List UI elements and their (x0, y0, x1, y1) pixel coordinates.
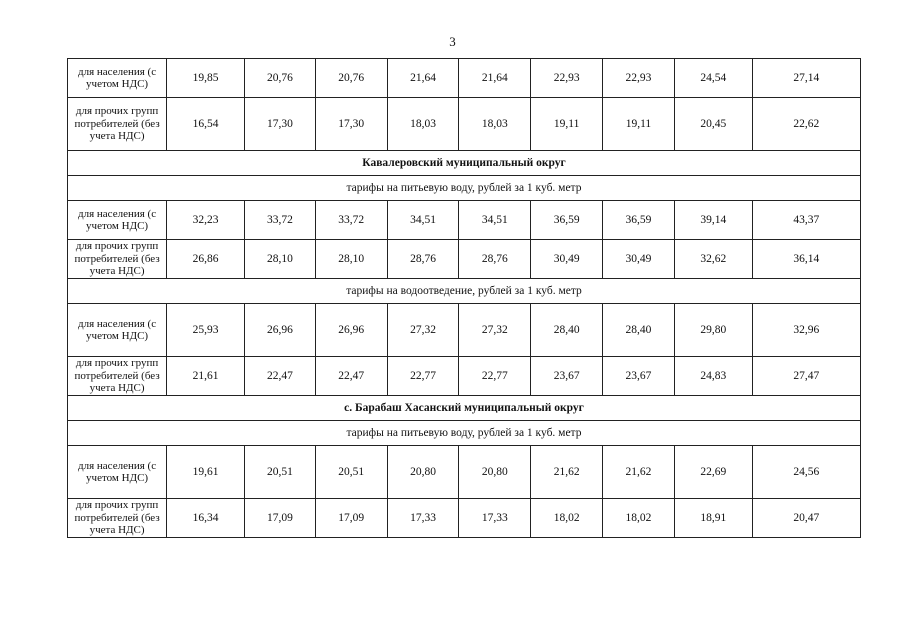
tariff-value-cell: 22,77 (387, 357, 459, 396)
tariff-value-cell: 32,96 (752, 304, 860, 357)
tariff-value-cell: 20,80 (459, 446, 531, 499)
tariff-value-cell: 18,03 (387, 98, 459, 151)
tariff-value-cell: 32,23 (167, 201, 245, 240)
tariff-value-cell: 16,34 (167, 499, 245, 538)
tariff-value-cell: 20,76 (245, 59, 316, 98)
tariff-value-cell: 19,85 (167, 59, 245, 98)
consumer-group-label: для прочих групп потребителей (без учета НДС) (68, 357, 167, 396)
tariff-value-cell: 29,80 (674, 304, 752, 357)
tariff-value-cell: 28,76 (387, 240, 459, 279)
tariff-value-cell: 20,47 (752, 499, 860, 538)
tariff-value-cell: 18,02 (531, 499, 603, 538)
tariff-value-cell: 19,11 (603, 98, 675, 151)
tariff-value-cell: 39,14 (674, 201, 752, 240)
table-row (68, 304, 861, 357)
tariff-value-cell: 17,09 (245, 499, 316, 538)
tariff-value-cell: 21,64 (387, 59, 459, 98)
table-row (68, 240, 861, 279)
tariff-value-cell: 20,51 (245, 446, 316, 499)
tariff-value-cell: 26,86 (167, 240, 245, 279)
tariff-value-cell: 30,49 (603, 240, 675, 279)
tariff-value-cell: 23,67 (603, 357, 675, 396)
consumer-group-label: для населения (с учетом НДС) (68, 201, 167, 240)
page-number: 3 (449, 34, 456, 49)
tariff-value-cell: 17,30 (315, 98, 387, 151)
tariff-value-cell: 27,14 (752, 59, 860, 98)
table-row (68, 201, 861, 240)
tariff-value-cell: 23,67 (531, 357, 603, 396)
tariff-value-cell: 33,72 (315, 201, 387, 240)
tariff-value-cell: 19,61 (167, 446, 245, 499)
tariff-value-cell: 27,32 (387, 304, 459, 357)
tariff-table-body (68, 59, 861, 538)
tariff-value-cell: 25,93 (167, 304, 245, 357)
tariff-value-cell: 27,32 (459, 304, 531, 357)
subsection-title: тарифы на водоотведение, рублей за 1 куб. метр (68, 279, 861, 304)
tariff-value-cell: 22,93 (531, 59, 603, 98)
tariff-value-cell: 22,93 (603, 59, 675, 98)
tariff-value-cell: 24,83 (674, 357, 752, 396)
tariff-value-cell: 26,96 (245, 304, 316, 357)
tariff-value-cell: 36,14 (752, 240, 860, 279)
tariff-value-cell: 22,69 (674, 446, 752, 499)
tariff-value-cell: 33,72 (245, 201, 316, 240)
tariff-value-cell: 17,33 (387, 499, 459, 538)
section-title: с. Барабаш Хасанский муниципальный округ (68, 396, 861, 421)
subsection-header-row (68, 176, 861, 201)
tariff-value-cell: 24,54 (674, 59, 752, 98)
tariff-value-cell: 20,80 (387, 446, 459, 499)
tariff-value-cell: 20,76 (315, 59, 387, 98)
tariff-value-cell: 28,10 (245, 240, 316, 279)
tariff-value-cell: 20,51 (315, 446, 387, 499)
tariff-value-cell: 17,09 (315, 499, 387, 538)
table-row (68, 499, 861, 538)
tariff-value-cell: 30,49 (531, 240, 603, 279)
section-header-row (68, 396, 861, 421)
tariff-value-cell: 17,33 (459, 499, 531, 538)
subsection-header-row (68, 421, 861, 446)
subsection-title: тарифы на питьевую воду, рублей за 1 куб. метр (68, 421, 861, 446)
tariff-value-cell: 36,59 (603, 201, 675, 240)
tariff-value-cell: 18,03 (459, 98, 531, 151)
tariff-value-cell: 18,91 (674, 499, 752, 538)
tariff-value-cell: 16,54 (167, 98, 245, 151)
tariff-value-cell: 22,47 (245, 357, 316, 396)
tariff-value-cell: 34,51 (459, 201, 531, 240)
tariff-value-cell: 36,59 (531, 201, 603, 240)
subsection-title: тарифы на питьевую воду, рублей за 1 куб. метр (68, 176, 861, 201)
tariff-value-cell: 24,56 (752, 446, 860, 499)
tariff-value-cell: 28,10 (315, 240, 387, 279)
tariff-value-cell: 21,64 (459, 59, 531, 98)
tariff-value-cell: 27,47 (752, 357, 860, 396)
tariff-value-cell: 21,62 (531, 446, 603, 499)
tariff-value-cell: 22,47 (315, 357, 387, 396)
consumer-group-label: для прочих групп потребителей (без учета НДС) (68, 240, 167, 279)
tariff-value-cell: 19,11 (531, 98, 603, 151)
tariff-value-cell: 32,62 (674, 240, 752, 279)
tariff-value-cell: 43,37 (752, 201, 860, 240)
tariff-value-cell: 21,61 (167, 357, 245, 396)
table-row (68, 446, 861, 499)
tariff-value-cell: 28,40 (603, 304, 675, 357)
table-row (68, 357, 861, 396)
consumer-group-label: для прочих групп потребителей (без учета НДС) (68, 499, 167, 538)
table-row (68, 98, 861, 151)
tariff-value-cell: 28,76 (459, 240, 531, 279)
tariff-value-cell: 21,62 (603, 446, 675, 499)
consumer-group-label: для населения (с учетом НДС) (68, 304, 167, 357)
tariff-value-cell: 17,30 (245, 98, 316, 151)
tariff-value-cell: 22,62 (752, 98, 860, 151)
tariff-value-cell: 26,96 (315, 304, 387, 357)
consumer-group-label: для прочих групп потребителей (без учета НДС) (68, 98, 167, 151)
tariff-value-cell: 28,40 (531, 304, 603, 357)
tariff-value-cell: 34,51 (387, 201, 459, 240)
tariff-value-cell: 22,77 (459, 357, 531, 396)
tariff-table (67, 58, 861, 538)
section-title: Кавалеровский муниципальный округ (68, 151, 861, 176)
tariff-value-cell: 20,45 (674, 98, 752, 151)
tariff-value-cell: 18,02 (603, 499, 675, 538)
section-header-row (68, 151, 861, 176)
consumer-group-label: для населения (с учетом НДС) (68, 59, 167, 98)
consumer-group-label: для населения (с учетом НДС) (68, 446, 167, 499)
table-row (68, 59, 861, 98)
subsection-header-row (68, 279, 861, 304)
